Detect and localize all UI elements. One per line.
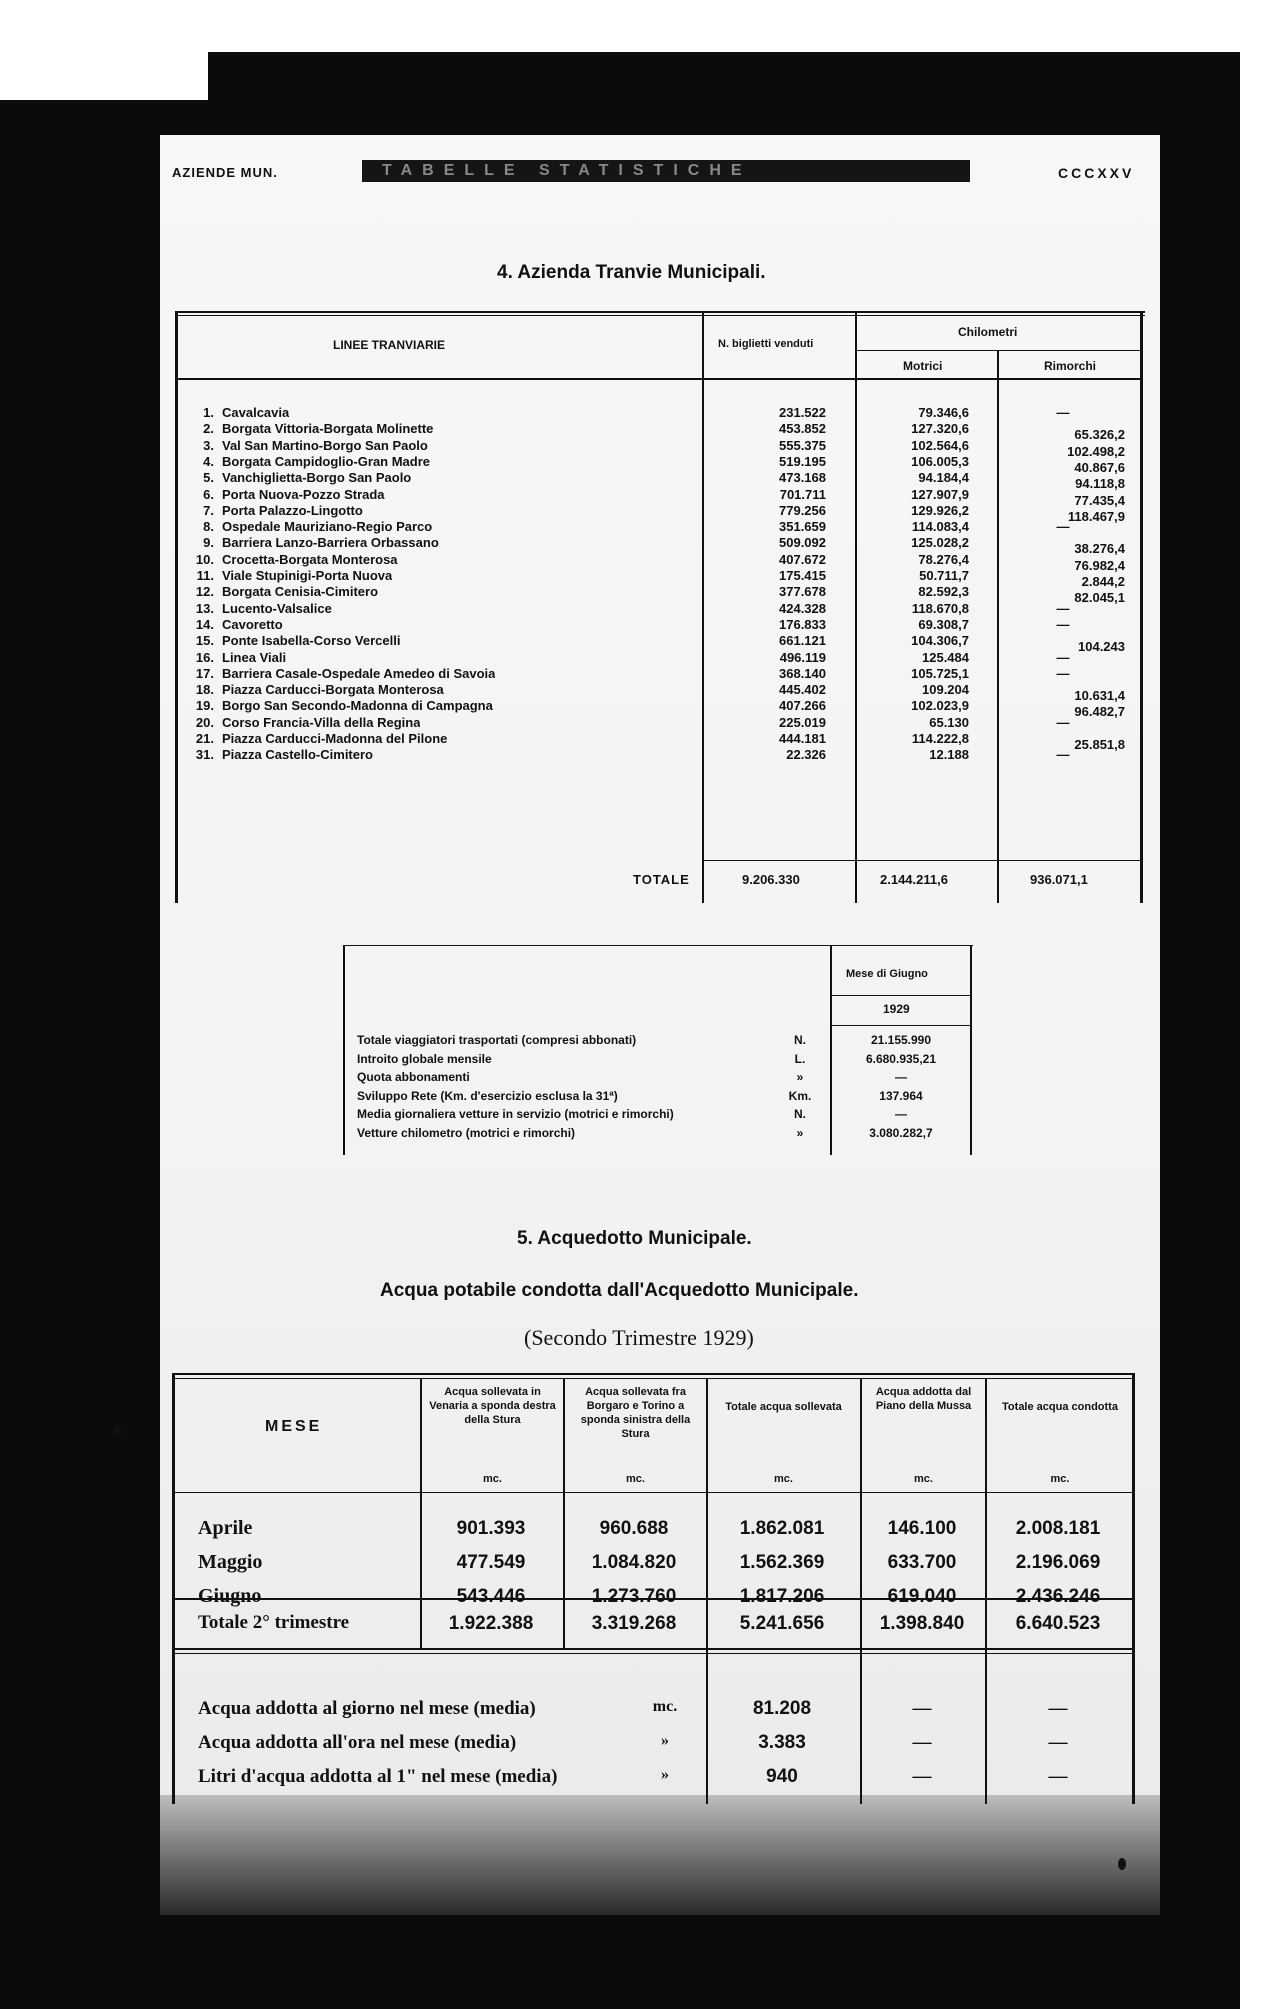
total-quarter-value: 1.398.840 bbox=[879, 1613, 965, 1634]
summary-label: Quota abbonamenti bbox=[357, 1070, 470, 1084]
km-rimorchi: 65.326,2 bbox=[1074, 427, 1125, 443]
line-number: 20. bbox=[195, 714, 214, 730]
km-rimorchi: 104.243 bbox=[1078, 639, 1125, 655]
km-rimorchi: 77.435,4 bbox=[1074, 492, 1125, 508]
tickets-sold: 368.140 bbox=[779, 665, 826, 681]
km-motrici: 129.926,2 bbox=[911, 502, 969, 518]
km-rimorchi: 82.045,1 bbox=[1074, 590, 1125, 606]
km-motrici: 78.276,4 bbox=[918, 551, 969, 567]
line-name: Barriera Casale-Ospedale Amedeo di Savoia bbox=[222, 665, 496, 681]
km-motrici: 82.592,3 bbox=[918, 584, 969, 600]
average-label: Acqua addotta al giorno nel mese (media) bbox=[198, 1698, 536, 1719]
km-rimorchi: — bbox=[1056, 665, 1070, 681]
line-name: Borgata Campidoglio-Gran Madre bbox=[222, 453, 431, 469]
tickets-sold: 509.092 bbox=[779, 535, 826, 551]
km-rimorchi: 2.844,2 bbox=[1081, 574, 1125, 589]
line-name: Crocetta-Borgata Monterosa bbox=[222, 551, 398, 567]
month-header: Mese di Giugno bbox=[846, 968, 928, 980]
total-tickets: 9.206.330 bbox=[742, 872, 800, 887]
tickets-sold: 231.522 bbox=[779, 405, 826, 420]
line-name: Piazza Carducci-Madonna del Pilone bbox=[222, 731, 448, 746]
average-value: 81.208 bbox=[752, 1698, 812, 1719]
tickets-sold: 444.181 bbox=[779, 731, 826, 746]
month-name: Maggio bbox=[198, 1551, 263, 1573]
km-motrici: 109.204 bbox=[922, 682, 969, 698]
line-number: 10. bbox=[195, 551, 214, 567]
km-motrici: 102.023,9 bbox=[911, 698, 969, 714]
km-motrici: 69.308,7 bbox=[918, 616, 969, 632]
summary-label: Vetture chilometro (motrici e rimorchi) bbox=[357, 1125, 576, 1140]
km-rimorchi: — bbox=[1056, 747, 1070, 763]
scan-speck bbox=[1118, 1858, 1126, 1870]
km-motrici: 94.184,4 bbox=[918, 470, 969, 486]
km-rimorchi: 76.982,4 bbox=[1074, 557, 1125, 573]
line-number: 7. bbox=[203, 502, 214, 518]
water-value: 2.196.069 bbox=[1015, 1552, 1101, 1573]
line-number: 4. bbox=[203, 453, 214, 469]
km-motrici: 127.907,9 bbox=[911, 486, 969, 502]
line-name: Borgo San Secondo-Madonna di Campagna bbox=[222, 698, 493, 714]
line-number: 12. bbox=[195, 584, 214, 600]
tickets-sold: 555.375 bbox=[779, 437, 826, 453]
km-rimorchi: 96.482,7 bbox=[1074, 704, 1125, 720]
water-value: 1.862.081 bbox=[739, 1518, 825, 1539]
line-name: Porta Palazzo-Lingotto bbox=[222, 502, 363, 518]
tickets-sold: 445.402 bbox=[779, 682, 826, 698]
summary-label: Introito globale mensile bbox=[357, 1051, 492, 1066]
month-name: Aprile bbox=[198, 1517, 253, 1539]
section-5-subtitle: Acqua potabile condotta dall'Acquedotto Municipale. bbox=[380, 1280, 859, 1301]
line-number: 31. bbox=[195, 747, 214, 763]
average-unit: » bbox=[661, 1732, 669, 1749]
average-unit: » bbox=[661, 1766, 669, 1783]
running-head-center: TABELLE STATISTICHE bbox=[362, 160, 970, 182]
water-value: 2.008.181 bbox=[1015, 1518, 1101, 1539]
tickets-sold: 225.019 bbox=[779, 714, 826, 730]
line-name: Piazza Castello-Cimitero bbox=[222, 747, 373, 763]
line-name: Borgata Cenisia-Cimitero bbox=[222, 584, 379, 600]
tickets-sold: 407.672 bbox=[779, 551, 826, 567]
tickets-sold: 519.195 bbox=[779, 453, 826, 469]
summary-unit: » bbox=[796, 1070, 804, 1084]
line-number: 18. bbox=[195, 682, 214, 698]
average-value: 940 bbox=[766, 1766, 798, 1787]
water-value: 901.393 bbox=[456, 1518, 526, 1539]
total-rimorchi: 936.071,1 bbox=[1030, 872, 1088, 887]
average-dash: — bbox=[912, 1698, 932, 1719]
tickets-sold: 407.266 bbox=[779, 698, 826, 714]
km-rimorchi: 94.118,8 bbox=[1075, 476, 1125, 492]
line-number: 19. bbox=[195, 698, 214, 714]
line-number: 21. bbox=[195, 731, 214, 746]
km-rimorchi: 38.276,4 bbox=[1074, 541, 1125, 557]
km-motrici: 118.670,8 bbox=[911, 600, 969, 616]
scan-speck bbox=[113, 1426, 122, 1435]
km-rimorchi: — bbox=[1056, 519, 1070, 535]
summary-value: 3.080.282,7 bbox=[869, 1125, 933, 1140]
total-label: TOTALE bbox=[633, 872, 690, 887]
scan-corner bbox=[0, 52, 208, 100]
km-rimorchi: — bbox=[1056, 714, 1070, 730]
line-number: 17. bbox=[195, 665, 214, 681]
tickets-sold: 453.852 bbox=[779, 421, 826, 437]
summary-label: Sviluppo Rete (Km. d'esercizio esclusa la 31ª) bbox=[357, 1088, 618, 1103]
average-dash: — bbox=[912, 1732, 932, 1753]
tickets-sold: 351.659 bbox=[779, 519, 826, 535]
km-motrici: 79.346,6 bbox=[918, 405, 969, 420]
line-name: Piazza Carducci-Borgata Monterosa bbox=[222, 682, 444, 698]
line-name: Barriera Lanzo-Barriera Orbassano bbox=[222, 535, 439, 551]
line-number: 3. bbox=[203, 437, 214, 453]
km-motrici: 105.725,1 bbox=[911, 665, 969, 681]
km-motrici: 50.711,7 bbox=[919, 568, 969, 583]
km-motrici: 125.028,2 bbox=[911, 535, 969, 551]
km-motrici: 125.484 bbox=[922, 649, 969, 665]
summary-unit: » bbox=[796, 1125, 804, 1140]
average-label: Acqua addotta all'ora nel mese (media) bbox=[198, 1732, 517, 1753]
month-name: Giugno bbox=[198, 1585, 262, 1607]
water-value: 960.688 bbox=[599, 1518, 669, 1539]
page-sheet bbox=[160, 135, 1160, 1795]
total-quarter-value: 3.319.268 bbox=[591, 1613, 677, 1634]
unit-label: mc. bbox=[914, 1473, 933, 1485]
col-header-total-conducted: Totale acqua condotta bbox=[1002, 1401, 1118, 1413]
water-value: 2.436.246 bbox=[1015, 1586, 1101, 1607]
total-quarter-label: Totale 2° trimestre bbox=[198, 1612, 350, 1633]
summary-unit: N. bbox=[794, 1107, 806, 1121]
tickets-sold: 661.121 bbox=[779, 633, 826, 649]
col-header-total-raised: Totale acqua sollevata bbox=[725, 1401, 842, 1413]
line-number: 14. bbox=[195, 616, 214, 632]
section-5-period: (Secondo Trimestre 1929) bbox=[524, 1325, 754, 1350]
km-rimorchi: 102.498,2 bbox=[1067, 443, 1125, 459]
km-rimorchi: — bbox=[1056, 649, 1070, 665]
total-motrici: 2.144.211,6 bbox=[880, 872, 948, 887]
km-rimorchi: — bbox=[1056, 616, 1070, 632]
col-header-lines: LINEE TRANVIARIE bbox=[333, 338, 446, 352]
total-quarter-value: 5.241.656 bbox=[739, 1613, 825, 1634]
summary-unit: L. bbox=[794, 1051, 806, 1066]
line-name: Borgata Vittoria-Borgata Molinette bbox=[222, 421, 434, 437]
summary-value: — bbox=[895, 1107, 907, 1121]
total-quarter-value: 6.640.523 bbox=[1015, 1613, 1101, 1634]
average-dash: — bbox=[912, 1766, 932, 1787]
km-motrici: 102.564,6 bbox=[911, 437, 969, 453]
col-header-km: Chilometri bbox=[958, 325, 1018, 339]
col-header-motrici: Motrici bbox=[903, 359, 943, 373]
line-name: Linea Viali bbox=[222, 649, 287, 665]
average-dash: — bbox=[1048, 1766, 1068, 1787]
tickets-sold: 175.415 bbox=[779, 568, 826, 583]
water-value: 1.273.760 bbox=[591, 1586, 677, 1607]
km-motrici: 114.083,4 bbox=[911, 519, 969, 535]
col-header-mussa: Acqua addotta dal Piano della Mussa bbox=[875, 1386, 972, 1412]
unit-label: mc. bbox=[1050, 1473, 1070, 1485]
tickets-sold: 473.168 bbox=[779, 470, 826, 486]
km-rimorchi: — bbox=[1056, 405, 1070, 420]
water-value: 543.446 bbox=[456, 1586, 526, 1607]
km-rimorchi: 118.467,9 bbox=[1067, 508, 1125, 524]
summary-unit: N. bbox=[794, 1033, 806, 1047]
average-label: Litri d'acqua addotta al 1" nel mese (media) bbox=[198, 1766, 558, 1787]
section-4-title: 4. Azienda Tranvie Municipali. bbox=[497, 262, 766, 283]
km-rimorchi: 40.867,6 bbox=[1074, 459, 1125, 475]
line-name: Cavoretto bbox=[222, 616, 283, 632]
line-name: Corso Francia-Villa della Regina bbox=[222, 714, 421, 730]
water-value: 1.084.820 bbox=[591, 1552, 677, 1573]
section-5-title: 5. Acquedotto Municipale. bbox=[517, 1228, 752, 1249]
year-header: 1929 bbox=[883, 1002, 910, 1016]
line-name: Lucento-Valsalice bbox=[222, 600, 332, 616]
total-quarter-value: 1.922.388 bbox=[448, 1613, 534, 1634]
summary-unit: Km. bbox=[788, 1088, 812, 1103]
col-header-mese: MESE bbox=[265, 1418, 323, 1435]
unit-label: mc. bbox=[774, 1473, 793, 1485]
tickets-sold: 176.833 bbox=[779, 616, 826, 632]
km-rimorchi: 10.631,4 bbox=[1074, 688, 1125, 704]
line-number: 8. bbox=[203, 519, 214, 535]
summary-label: Totale viaggiatori trasportati (compresi abbonati) bbox=[357, 1033, 637, 1047]
line-number: 13. bbox=[195, 600, 214, 616]
km-rimorchi: 25.851,8 bbox=[1074, 737, 1125, 752]
line-number: 11. bbox=[196, 568, 214, 583]
km-motrici: 12.188 bbox=[929, 747, 969, 763]
line-number: 2. bbox=[203, 421, 214, 437]
summary-value: 6.680.935,21 bbox=[865, 1051, 937, 1066]
summary-value: 137.964 bbox=[879, 1088, 923, 1103]
line-name: Val San Martino-Borgo San Paolo bbox=[222, 437, 428, 453]
line-name: Ponte Isabella-Corso Vercelli bbox=[222, 633, 401, 649]
water-value: 477.549 bbox=[456, 1552, 526, 1573]
line-number: 1. bbox=[203, 405, 214, 420]
water-value: 1.817.206 bbox=[739, 1586, 825, 1607]
scan-shadow bbox=[160, 1795, 1160, 1915]
water-value: 619.040 bbox=[887, 1586, 957, 1607]
line-number: 6. bbox=[203, 486, 214, 502]
page-number: CCCXXV bbox=[1058, 165, 1135, 181]
km-motrici: 127.320,6 bbox=[911, 421, 969, 437]
average-value: 3.383 bbox=[758, 1732, 806, 1753]
line-number: 5. bbox=[203, 470, 214, 486]
running-head-left: AZIENDE MUN. bbox=[172, 165, 278, 180]
col-header-borgaro: Acqua sollevata fra Borgaro e Torino a sponda sinistra della Stura bbox=[580, 1386, 691, 1440]
water-value: 633.700 bbox=[887, 1552, 957, 1573]
km-motrici: 65.130 bbox=[929, 714, 969, 730]
col-header-tickets: N. biglietti venduti bbox=[718, 338, 814, 350]
tickets-sold: 779.256 bbox=[779, 502, 826, 518]
km-rimorchi: — bbox=[1056, 600, 1070, 616]
summary-label: Media giornaliera vetture in servizio (motrici e rimorchi) bbox=[357, 1107, 674, 1121]
water-value: 146.100 bbox=[887, 1518, 957, 1539]
average-dash: — bbox=[1048, 1698, 1068, 1719]
average-unit: mc. bbox=[652, 1698, 678, 1715]
tickets-sold: 377.678 bbox=[779, 584, 826, 600]
line-name: Cavalcavia bbox=[222, 405, 290, 420]
line-number: 16. bbox=[195, 649, 214, 665]
line-name: Vanchiglietta-Borgo San Paolo bbox=[222, 470, 412, 486]
unit-label: mc. bbox=[483, 1473, 502, 1485]
line-number: 9. bbox=[203, 535, 214, 551]
average-dash: — bbox=[1048, 1732, 1068, 1753]
tickets-sold: 496.119 bbox=[779, 649, 826, 665]
line-number: 15. bbox=[195, 633, 214, 649]
tickets-sold: 701.711 bbox=[779, 486, 826, 502]
tickets-sold: 424.328 bbox=[779, 600, 826, 616]
km-motrici: 114.222,8 bbox=[911, 731, 969, 746]
col-header-venaria: Acqua sollevata in Venaria a sponda destra della Stura bbox=[429, 1386, 556, 1426]
line-name: Porta Nuova-Pozzo Strada bbox=[222, 486, 385, 502]
summary-value: 21.155.990 bbox=[870, 1033, 932, 1047]
line-name: Ospedale Mauriziano-Regio Parco bbox=[222, 519, 433, 535]
km-motrici: 106.005,3 bbox=[911, 453, 969, 469]
col-header-rimorchi: Rimorchi bbox=[1044, 359, 1097, 373]
km-motrici: 104.306,7 bbox=[911, 633, 969, 649]
line-name: Viale Stupinigi-Porta Nuova bbox=[222, 568, 393, 583]
tickets-sold: 22.326 bbox=[786, 747, 826, 763]
summary-value: — bbox=[895, 1070, 907, 1084]
water-value: 1.562.369 bbox=[739, 1552, 825, 1573]
unit-label: mc. bbox=[626, 1473, 645, 1485]
